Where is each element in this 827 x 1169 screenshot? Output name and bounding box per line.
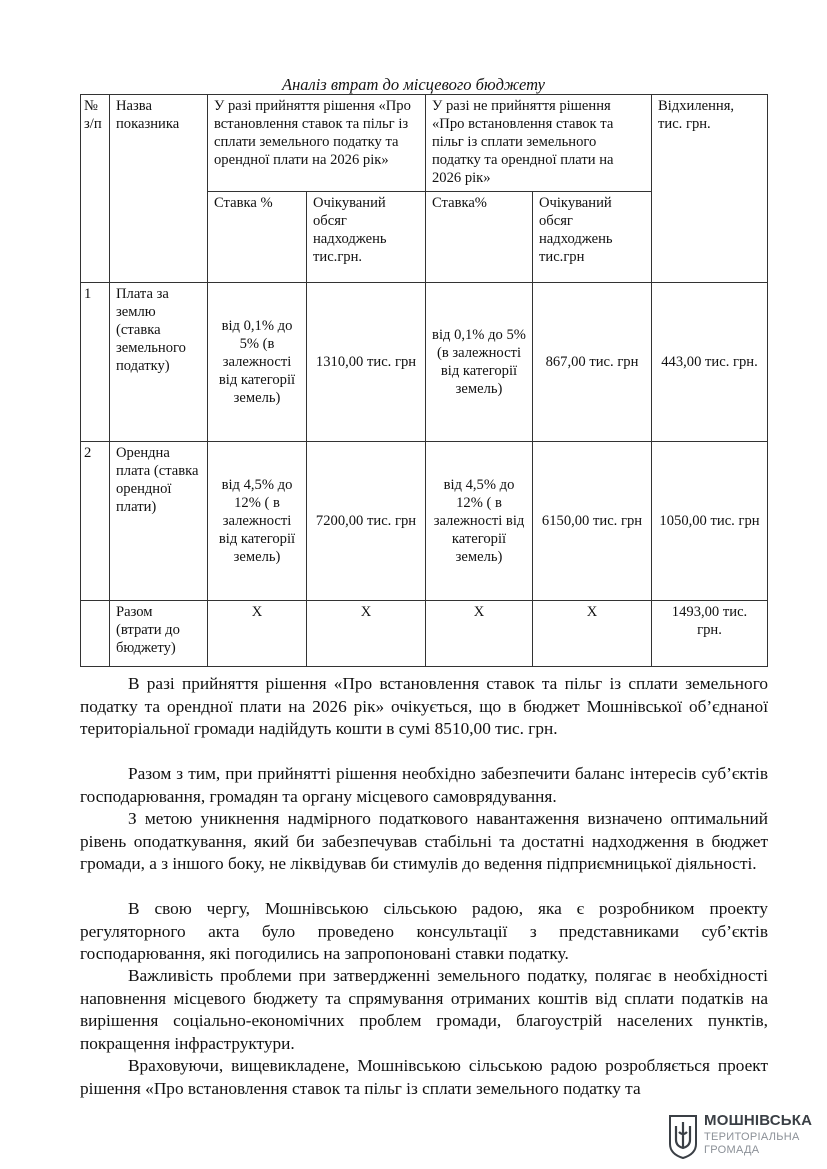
row-rate-not-adopted: Х <box>426 601 533 667</box>
header-indicator-name: Назва показника <box>110 95 208 283</box>
community-logo <box>668 1112 818 1164</box>
header-if-adopted: У разі прийняття рішення «Про встановлення ставок та пільг із сплати земельного податку та орендної плати на 2026 рік» <box>208 95 426 192</box>
paragraph-importance: Важливість проблеми при затвердженні земельного податку, полягає в необхідності наповнення місцевого бюджету та спрямування отриманих коштів від сплати податків на вирішення соціально-економічних проблем громади, благоустрій населених пунктів, покращення інфраструктури. <box>80 966 768 1053</box>
paragraph-tax-burden: З метою уникнення надмірного податкового навантаження визначено оптимальний рівень оподаткування, який би забезпечував стабільні та достатні надходження в бюджет громади, а з іншого боку, не ліквідував би стимулів до ведення підприємницької діяльності. <box>80 809 768 873</box>
row-expected-not-adopted: 867,00 тис. грн <box>533 283 652 442</box>
row-expected-not-adopted: Х <box>533 601 652 667</box>
header-deviation: Відхилення, тис. грн. <box>652 95 768 283</box>
row-expected-adopted: Х <box>307 601 426 667</box>
subheader-rate-not-adopted: Ставка% <box>426 192 533 283</box>
header-if-not-adopted: У разі не прийняття рішення «Про встановлення ставок та пільг із сплати земельного податку та орендної плати на 2026 рік» <box>426 95 652 192</box>
paragraph-expected-revenue: В разі прийняття рішення «Про встановлення ставок та пільг із сплати земельного податку та орендної плати на 2026 рік» очікується, що в бюджет Мошнівської об’єднаної територіальної громади надійдуть кошти в сумі 8510,00 тис. грн. <box>80 674 768 738</box>
row-rate-adopted: від 0,1% до 5% (в залежності від категорії земель) <box>208 283 307 442</box>
row-rate-adopted: від 4,5% до 12% ( в залежності від категорії земель) <box>208 442 307 601</box>
row-expected-adopted: 1310,00 тис. грн <box>307 283 426 442</box>
paragraph-consultations: В свою чергу, Мошнівською сільською радою, яка є розробником проекту регуляторного акта було проведено консультації з представниками суб’єктів господарювання, які погодились на запропоновані ставки податку. <box>80 899 768 963</box>
table-caption: Аналіз втрат до місцевого бюджету <box>282 75 545 94</box>
row-name: Орендна плата (ставка орендної плати) <box>110 442 208 601</box>
row-number: 2 <box>81 442 110 601</box>
subheader-expected-adopted: Очікуваний обсяг надходжень тис.грн. <box>307 192 426 283</box>
paragraph-conclusion: Враховуючи, вищевикладене, Мошнівською сільською радою розробляється проект рішення «Про встановлення ставок та пільг із сплати земельного податку та <box>80 1056 768 1098</box>
row-deviation: 1493,00 тис. грн. <box>652 601 768 667</box>
row-rate-not-adopted: від 4,5% до 12% ( в залежності від категорії земель) <box>426 442 533 601</box>
row-number <box>81 601 110 667</box>
row-name: Плата за землю (ставка земельного податку) <box>110 283 208 442</box>
row-deviation: 1050,00 тис. грн <box>652 442 768 601</box>
logo-subtitle-2: ГРОМАДА <box>704 1144 760 1156</box>
table-row <box>81 442 768 601</box>
trident-coat-of-arms-icon <box>668 1114 698 1160</box>
table-total-row <box>81 601 768 667</box>
budget-loss-table <box>80 94 768 667</box>
row-name: Разом (втрати до бюджету) <box>110 601 208 667</box>
subheader-expected-not-adopted: Очікуваний обсяг надходжень тис.грн <box>533 192 652 283</box>
row-expected-not-adopted: 6150,00 тис. грн <box>533 442 652 601</box>
logo-title: МОШНІВСЬКА <box>704 1112 813 1129</box>
paragraph-balance-of-interests: Разом з тим, при прийнятті рішення необхідно забезпечити баланс інтересів суб’єктів господарювання, громадян та органу місцевого самоврядування. <box>80 764 768 806</box>
row-number: 1 <box>81 283 110 442</box>
logo-subtitle-1: ТЕРИТОРІАЛЬНА <box>704 1131 800 1143</box>
row-expected-adopted: 7200,00 тис. грн <box>307 442 426 601</box>
row-deviation: 443,00 тис. грн. <box>652 283 768 442</box>
row-rate-adopted: Х <box>208 601 307 667</box>
table-header-row <box>81 95 768 192</box>
table-row <box>81 283 768 442</box>
subheader-rate-adopted: Ставка % <box>208 192 307 283</box>
header-number: № з/п <box>81 95 110 283</box>
row-rate-not-adopted: від 0,1% до 5% (в залежності від категорії земель) <box>426 283 533 442</box>
